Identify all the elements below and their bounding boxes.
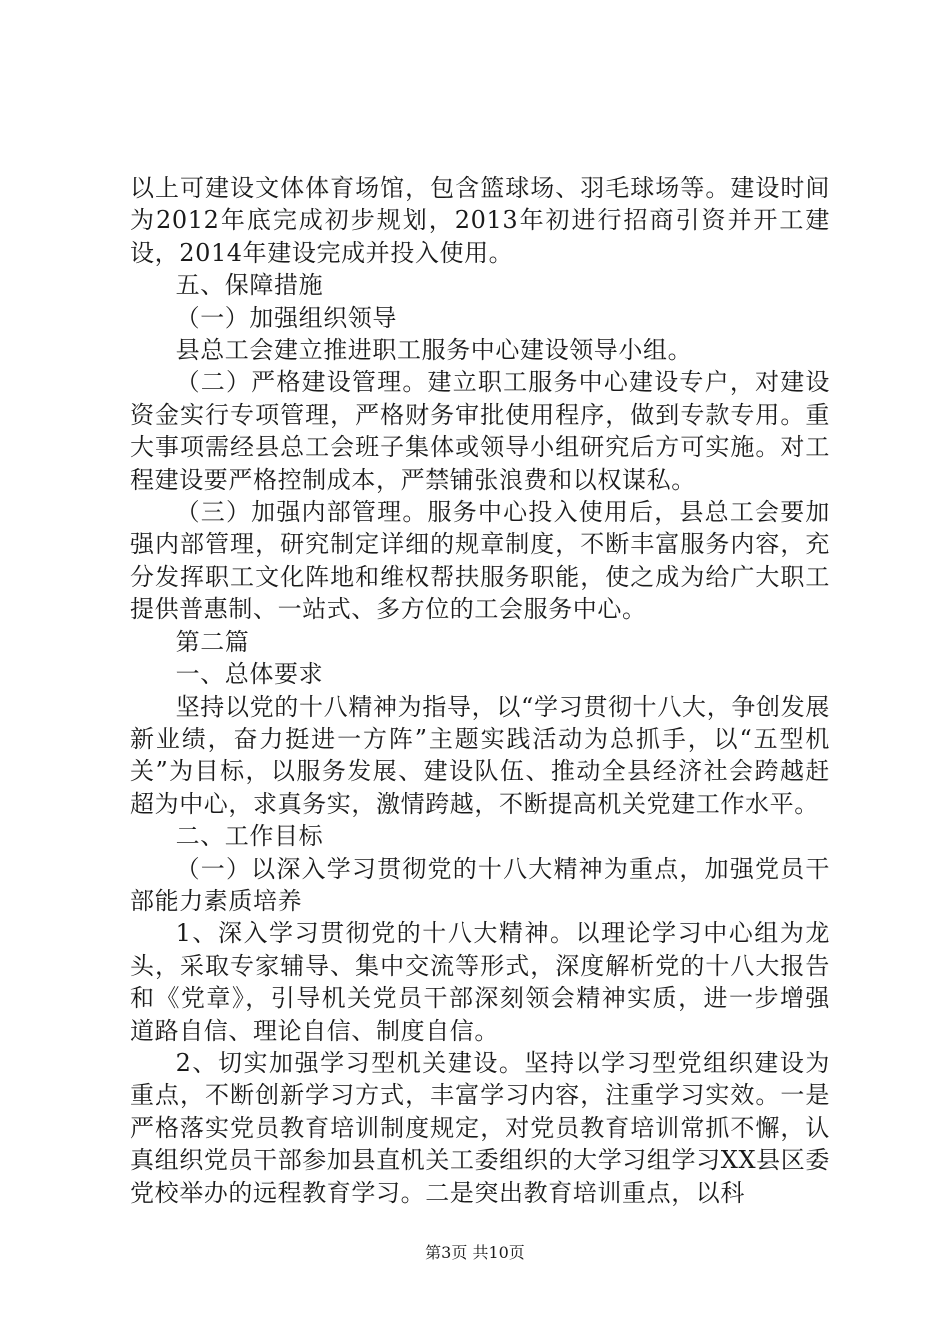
section-heading: 五、保障措施 [175, 271, 324, 300]
paragraph: （三）加强内部管理。服务中心投入使用后，县总工会要加强内部管理，研究制定详细的规章制度，不断丰富服务内容，充分发挥职工文化阵地和维权帮扶服务职能，使之成为给广大职工提供普惠制、一站式、多方位的工会服务中心。 [130, 498, 830, 624]
paragraph: 2、切实加强学习型机关建设。坚持以学习型党组织建设为重点，不断创新学习方式，丰富学习内容，注重学习实效。一是严格落实党员教育培训制度规定，对党员教育培训常抓不懈，认真组织党员干部参加县直机关工委组织的大学习组学习XX县区委党校举办的远程教育学习。二是突出教育培训重点，以科 [130, 1048, 830, 1207]
section-heading: 一、总体要求 [175, 660, 324, 689]
paragraph: 县总工会建立推进职工服务中心建设领导小组。 [175, 336, 693, 365]
paragraph: 坚持以党的十八精神为指导，以“学习贯彻十八大，争创发展新业绩，奋力挺进一方阵”主题实践活动为总抓手，以“五型机关”为目标，以服务发展、建设队伍、推动全县经济社会跨越赶超为中心，求真务实，激情跨越，不断提高机关党建工作水平。 [130, 692, 830, 818]
section-heading: 二、工作目标 [175, 822, 324, 851]
page-number-footer: 第3页 共10页 [425, 1243, 525, 1262]
paragraph: 1、深入学习贯彻党的十八大精神。以理论学习中心组为龙头，采取专家辅导、集中交流等形式，深度解析党的十八大报告和《党章》，引导机关党员干部深刻领会精神实质，进一步增强道路自信、理论自信、制度自信。 [130, 919, 830, 1045]
document-body [130, 172, 830, 1209]
paragraph: （一）以深入学习贯彻党的十八大精神为重点，加强党员干部能力素质培养 [130, 854, 830, 915]
paragraph: （二）严格建设管理。建立职工服务中心建设专户，对建设资金实行专项管理，严格财务审批使用程序，做到专款专用。重大事项需经县总工会班子集体或领导小组研究后方可实施。对工程建设要严格控制成本，严禁铺张浪费和以权谋私。 [130, 368, 830, 494]
part-heading: 第二篇 [175, 627, 250, 656]
paragraph: 以上可建设文体体育场馆，包含篮球场、羽毛球场等。建设时间为2012年底完成初步规划，2013年初进行招商引资并开工建设，2014年建设完成并投入使用。 [130, 174, 830, 267]
subsection-heading: （一）加强组织领导 [175, 303, 397, 332]
